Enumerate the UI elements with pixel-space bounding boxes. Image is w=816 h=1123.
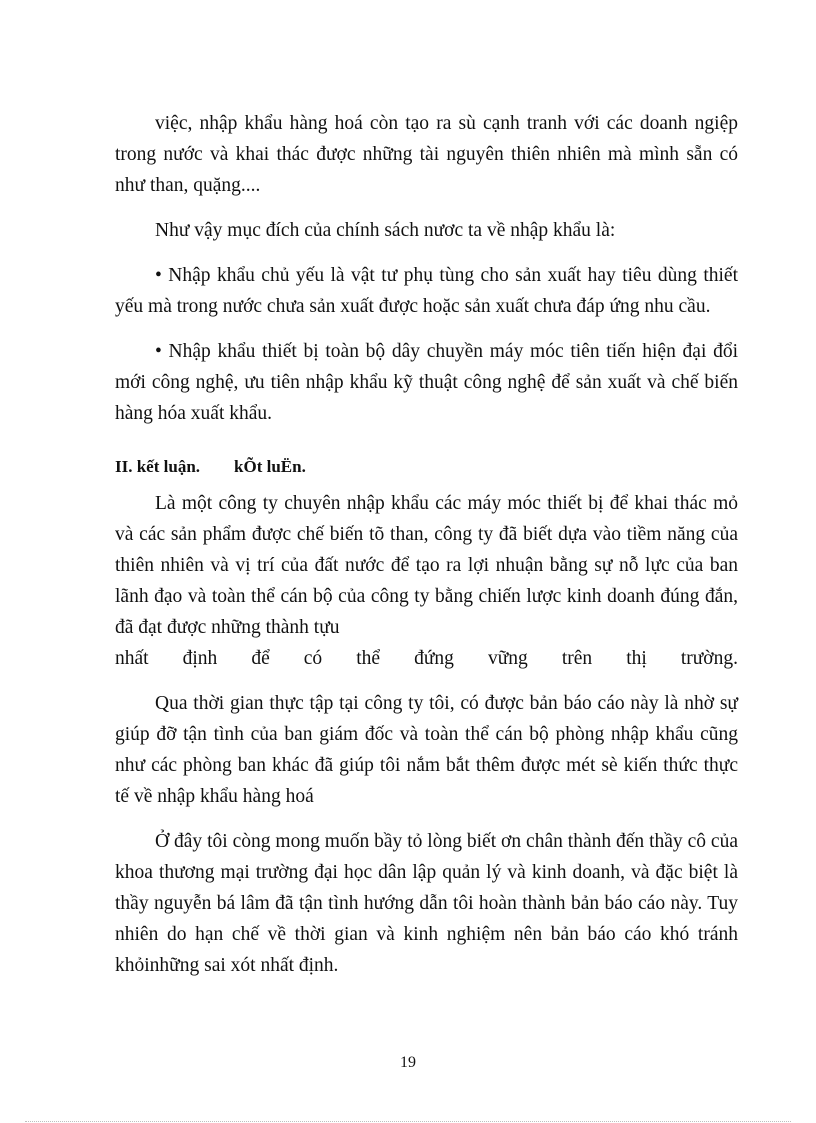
page-bottom-divider xyxy=(25,1121,791,1122)
paragraph-company-summary xyxy=(115,488,738,643)
paragraph-company-summary-last-line: nhất định để có thể đứng vững trên thị trường. xyxy=(115,648,738,669)
section-heading-alt: kÕt luËn. xyxy=(234,457,306,476)
page-number: 19 xyxy=(400,1054,416,1071)
paragraph-policy-purpose: Như vậy mục đích của chính sách nươc ta về nhập khẩu là: xyxy=(155,220,616,241)
section-heading xyxy=(115,451,738,482)
paragraph-company-summary-main: Là một công ty chuyên nhập khẩu các máy móc thiết bị để khai thác mỏ và các sản phẩm được chế biến tõ than, công ty đã biết dựa vào tiềm năng của thiên nhiên và vị trí của đất nước để tạo ra lợi nhuận bằng sự nỗ lực của ban lãnh đạo và toàn thể cán bộ của công ty bằng chiến lược kinh doanh đúng đắn, đã đạt được những thành tựu xyxy=(115,493,738,638)
section-heading-title: II. kết luận. xyxy=(115,457,201,476)
paragraph-gratitude: Ở đây tôi còng mong muốn bầy tỏ lòng biết ơn chân thành đến thầy cô của khoa thương mại trường đại học dân lập quản lý và kinh doanh, và đặc biệt là thầy nguyễn bá lâm đã tận tình hướng dẫn tôi hoàn thành bản báo cáo này. Tuy nhiên do hạn chế về thời gian và kinh nghiệm nên bản báo cáo khó tránh khỏinhững sai xót nhất định. xyxy=(115,831,738,976)
body-text xyxy=(115,108,738,981)
bullet-import-materials: • Nhập khẩu chủ yếu là vật tư phụ tùng cho sản xuất hay tiêu dùng thiết yếu mà trong nước chưa sản xuất được hoặc sản xuất chưa đáp ứng nhu cầu. xyxy=(115,265,738,317)
bullet-import-equipment: • Nhập khẩu thiết bị toàn bộ dây chuyền máy móc tiên tiến hiện đại đổi mới công nghệ, ưu tiên nhập khẩu kỹ thuật công nghệ để sản xuất và chế biến hàng hóa xuất khẩu. xyxy=(115,341,738,424)
paragraph-internship-thanks: Qua thời gian thực tập tại công ty tôi, có được bản báo cáo này là nhờ sự giúp đỡ tận tình của ban giám đốc và toàn thể cán bộ phòng nhập khẩu cũng như các phòng ban khác đã giúp tôi nắm bắt thêm được mét sè kiến thức thực tế về nhập khẩu hàng hoá xyxy=(115,693,738,807)
paragraph-import-competition: việc, nhập khẩu hàng hoá còn tạo ra sù cạnh tranh với các doanh ngiệp trong nước và khai thác được những tài nguyên thiên nhiên mà mình sẵn có như than, quặng.... xyxy=(115,113,738,196)
